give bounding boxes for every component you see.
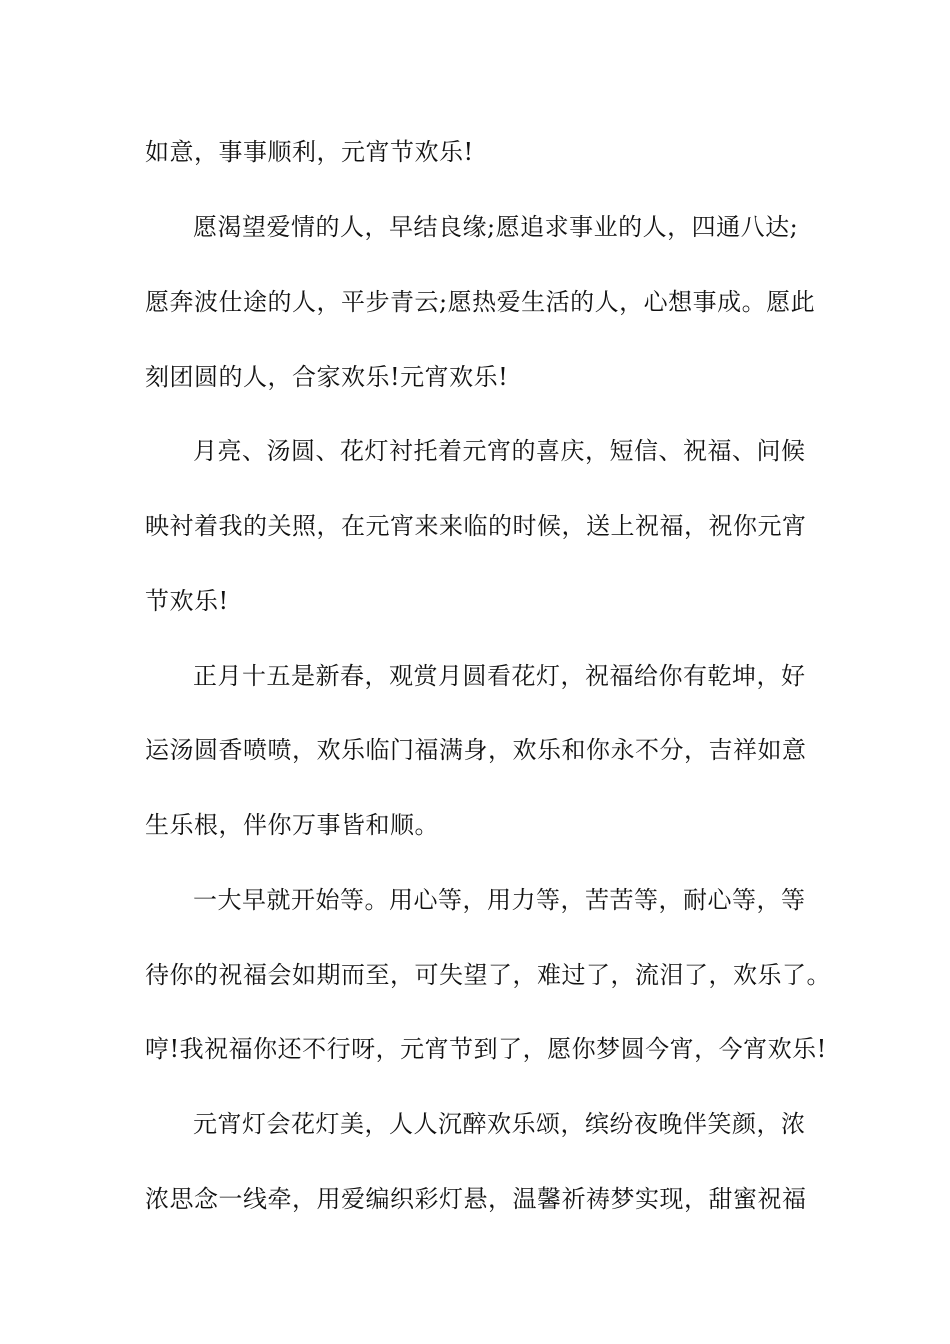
text-line: 愿奔波仕途的人，平步青云;愿热爱生活的人，心想事成。愿此 bbox=[145, 288, 816, 316]
paragraph-first-line: 愿渴望爱情的人，早结良缘;愿追求事业的人，四通八达; bbox=[193, 213, 799, 241]
paragraph-first-line: 月亮、汤圆、花灯衬托着元宵的喜庆，短信、祝福、问候 bbox=[193, 437, 806, 465]
text-line: 浓思念一线牵，用爱编织彩灯悬，温馨祈祷梦实现，甜蜜祝福 bbox=[145, 1185, 807, 1213]
text-line: 运汤圆香喷喷，欢乐临门福满身，欢乐和你永不分，吉祥如意 bbox=[145, 736, 807, 764]
text-line: 哼!我祝福你还不行呀，元宵节到了，愿你梦圆今宵，今宵欢乐! bbox=[145, 1035, 827, 1063]
paragraph-first-line: 元宵灯会花灯美，人人沉醉欢乐颂，缤纷夜晚伴笑颜，浓 bbox=[193, 1110, 806, 1138]
paragraph-first-line: 正月十五是新春，观赏月圆看花灯，祝福给你有乾坤，好 bbox=[193, 662, 806, 690]
text-line: 刻团圆的人，合家欢乐!元宵欢乐! bbox=[145, 363, 509, 391]
paragraph-first-line: 一大早就开始等。用心等，用力等，苦苦等，耐心等，等 bbox=[193, 886, 806, 914]
text-line: 映衬着我的关照，在元宵来来临的时候，送上祝福，祝你元宵 bbox=[145, 512, 807, 540]
text-line: 节欢乐! bbox=[145, 587, 229, 615]
text-line: 待你的祝福会如期而至，可失望了，难过了，流泪了，欢乐了。 bbox=[145, 961, 831, 989]
text-line: 如意，事事顺利，元宵节欢乐! bbox=[145, 138, 474, 166]
text-line: 生乐根，伴你万事皆和顺。 bbox=[145, 811, 439, 839]
